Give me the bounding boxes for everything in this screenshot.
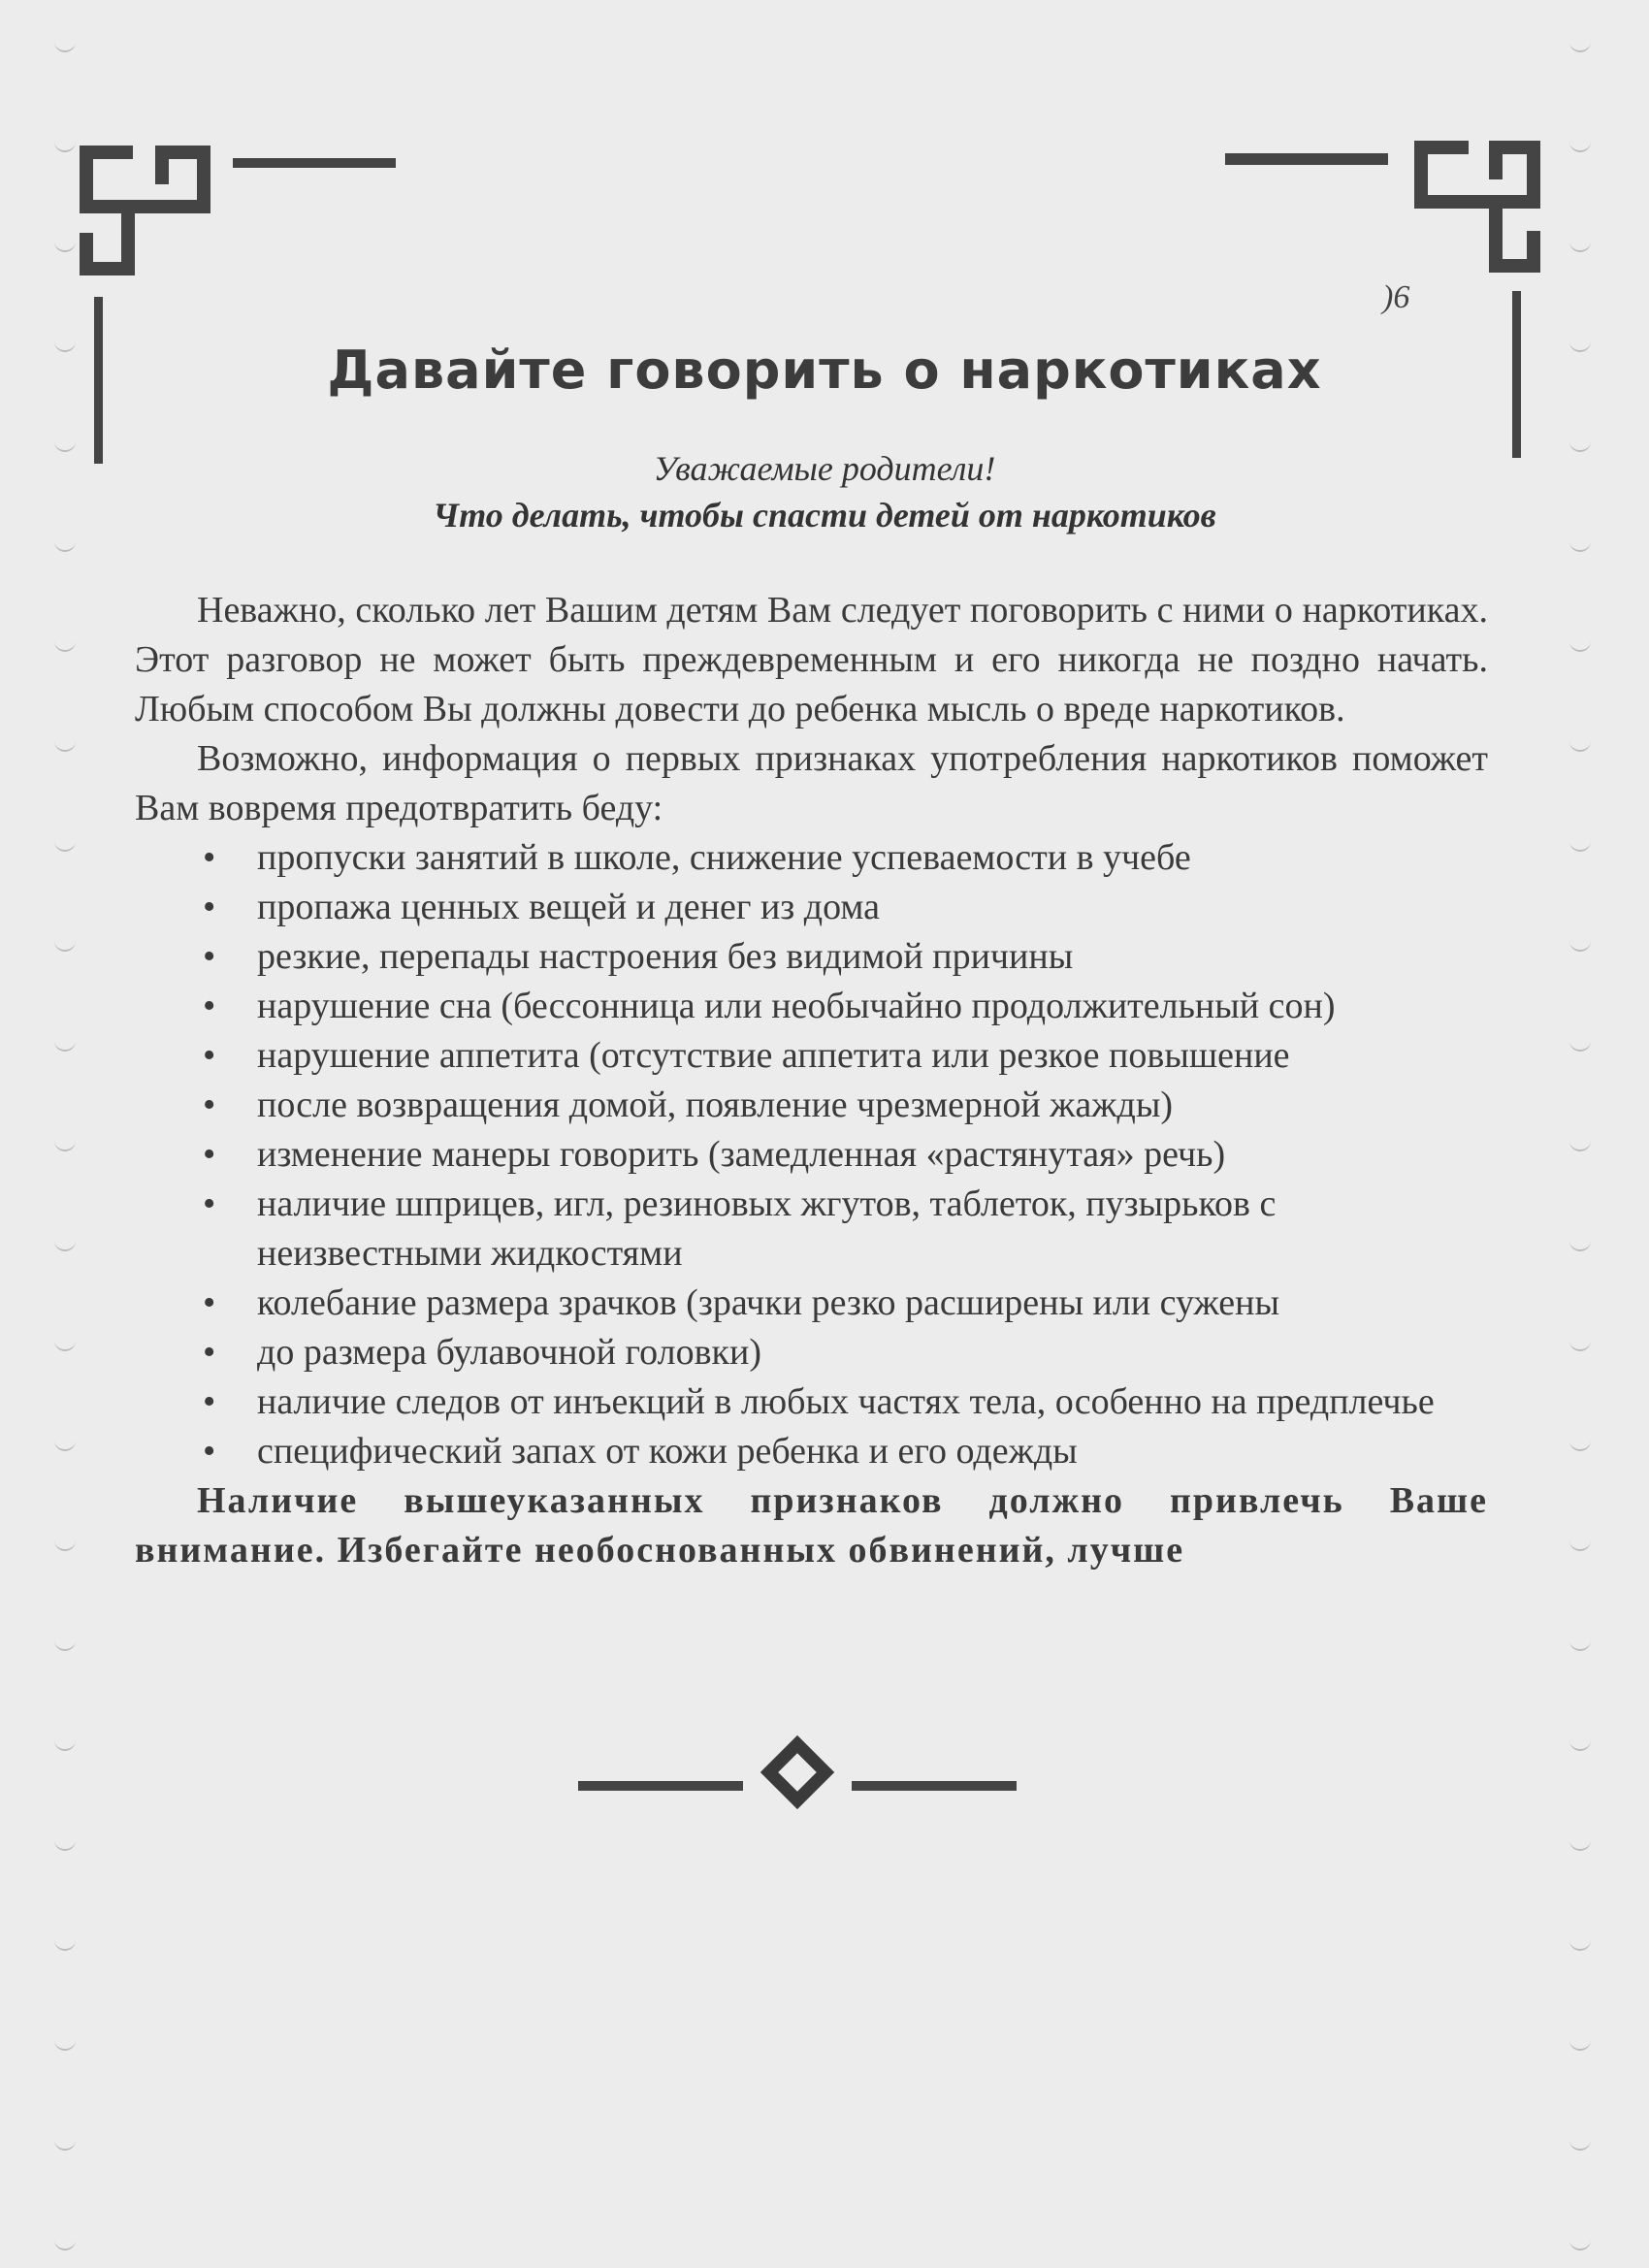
list-item-text: специфический запах от кожи ребенка и его одежды [257, 1431, 1078, 1472]
hole-mark [1569, 1038, 1591, 1052]
list-item [135, 1328, 1488, 1377]
hole-mark [54, 1338, 76, 1351]
hole-mark [1569, 1937, 1591, 1951]
subtitle-greeting: Уважаемые родители! [653, 449, 996, 488]
hole-mark [54, 1238, 76, 1251]
list-item [135, 982, 1488, 1031]
list-item-text: до размера булавочной головки) [257, 1332, 761, 1373]
body-text [135, 586, 1488, 1575]
hole-mark [54, 2237, 76, 2251]
hole-mark [54, 239, 76, 252]
hole-mark [54, 1837, 76, 1851]
hole-mark [1569, 1338, 1591, 1351]
list-item [135, 1031, 1488, 1081]
bullet-icon: • [203, 986, 216, 1026]
hole-mark [54, 838, 76, 852]
bullet-icon: • [203, 1183, 216, 1224]
bullet-icon: • [203, 837, 216, 878]
list-item-text: наличие следов от инъекций в любых частях тела, особенно на предплечье [257, 1381, 1435, 1422]
hole-mark [1569, 1837, 1591, 1851]
hole-mark [1569, 2037, 1591, 2051]
hole-mark [1569, 838, 1591, 852]
page-title: Давайте говорить о наркотиках [327, 340, 1322, 401]
hole-mark [1569, 2137, 1591, 2151]
bullet-icon: • [203, 1431, 216, 1472]
list-item-text: изменение манеры говорить (замедленная «растянутая» речь) [257, 1134, 1226, 1175]
hole-mark [54, 538, 76, 552]
list-item-text: нарушение сна (бессонница или необычайно продолжительный сон) [257, 986, 1336, 1026]
hole-mark [54, 1637, 76, 1651]
hole-mark [54, 1138, 76, 1151]
hole-mark [1569, 738, 1591, 752]
bullet-icon: • [203, 1035, 216, 1076]
paragraph: Возможно, информация о первых признаках употребления наркотиков поможет Вам вовремя предотвратить беду: [135, 738, 1488, 828]
hole-mark [1569, 39, 1591, 52]
hole-mark [1569, 1438, 1591, 1451]
hole-mark [54, 938, 76, 952]
list-item [135, 932, 1488, 982]
hole-mark [54, 1937, 76, 1951]
hole-mark [1569, 1538, 1591, 1551]
list-item [135, 833, 1488, 883]
list-item [135, 1279, 1488, 1328]
list-item-text: нарушение аппетита (отсутствие аппетита или резкое повышение [257, 1035, 1290, 1076]
hole-mark [1569, 239, 1591, 252]
hole-mark [1569, 1737, 1591, 1751]
hole-mark [54, 638, 76, 652]
list-item-text: наличие шприцев, игл, резиновых жгутов, таблеток, пузырьков с неизвестными жидкостями [257, 1183, 1277, 1274]
hole-mark [54, 1438, 76, 1451]
list-item-text: после возвращения домой, появление чрезмерной жажды) [257, 1085, 1174, 1125]
list-item [135, 1377, 1488, 1427]
hole-mark [54, 1038, 76, 1052]
list-item [135, 1130, 1488, 1180]
hole-mark [54, 2037, 76, 2051]
list-item-text: пропажа ценных вещей и денег из дома [257, 887, 881, 927]
list-item [135, 1427, 1488, 1476]
symptom-list [135, 833, 1488, 1476]
hole-mark [54, 2137, 76, 2151]
bullet-icon: • [203, 1282, 216, 1323]
hole-mark [1569, 1238, 1591, 1251]
hole-mark [1569, 638, 1591, 652]
closing-paragraph: Наличие вышеуказанных признаков должно привлечь Ваше внимание. Избегайте необоснованных обвинений, лучше [135, 1480, 1488, 1571]
list-item [135, 1081, 1488, 1130]
list-item-text: пропуски занятий в школе, снижение успеваемости в учебе [257, 837, 1191, 878]
bullet-icon: • [203, 936, 216, 977]
page-number: )6 [1382, 279, 1410, 315]
bullet-icon: • [203, 1085, 216, 1125]
list-item [135, 1180, 1488, 1279]
hole-mark [1569, 2237, 1591, 2251]
hole-mark [54, 738, 76, 752]
hole-mark [1569, 1138, 1591, 1151]
hole-mark [1569, 538, 1591, 552]
list-item-text: резкие, перепады настроения без видимой причины [257, 936, 1074, 977]
hole-mark [1569, 139, 1591, 152]
bullet-icon: • [203, 1134, 216, 1175]
hole-mark [54, 1538, 76, 1551]
bullet-icon: • [203, 887, 216, 927]
hole-mark [1569, 938, 1591, 952]
list-item-text: колебание размера зрачков (зрачки резко расширены или сужены [257, 1282, 1279, 1323]
subtitle-question: Что делать, чтобы спасти детей от наркотиков [433, 496, 1216, 535]
list-item [135, 883, 1488, 932]
bullet-icon: • [203, 1381, 216, 1422]
hole-mark [54, 139, 76, 152]
hole-mark [54, 1737, 76, 1751]
hole-mark [1569, 1637, 1591, 1651]
bullet-icon: • [203, 1332, 216, 1373]
paragraph: Неважно, сколько лет Вашим детям Вам следует поговорить с ними о наркотиках. Этот разговор не может быть преждевременным и его никогда не поздно начать. Любым способом Вы должны довести до ребенка мысль о вреде наркотиков. [135, 590, 1488, 729]
hole-mark [54, 39, 76, 52]
